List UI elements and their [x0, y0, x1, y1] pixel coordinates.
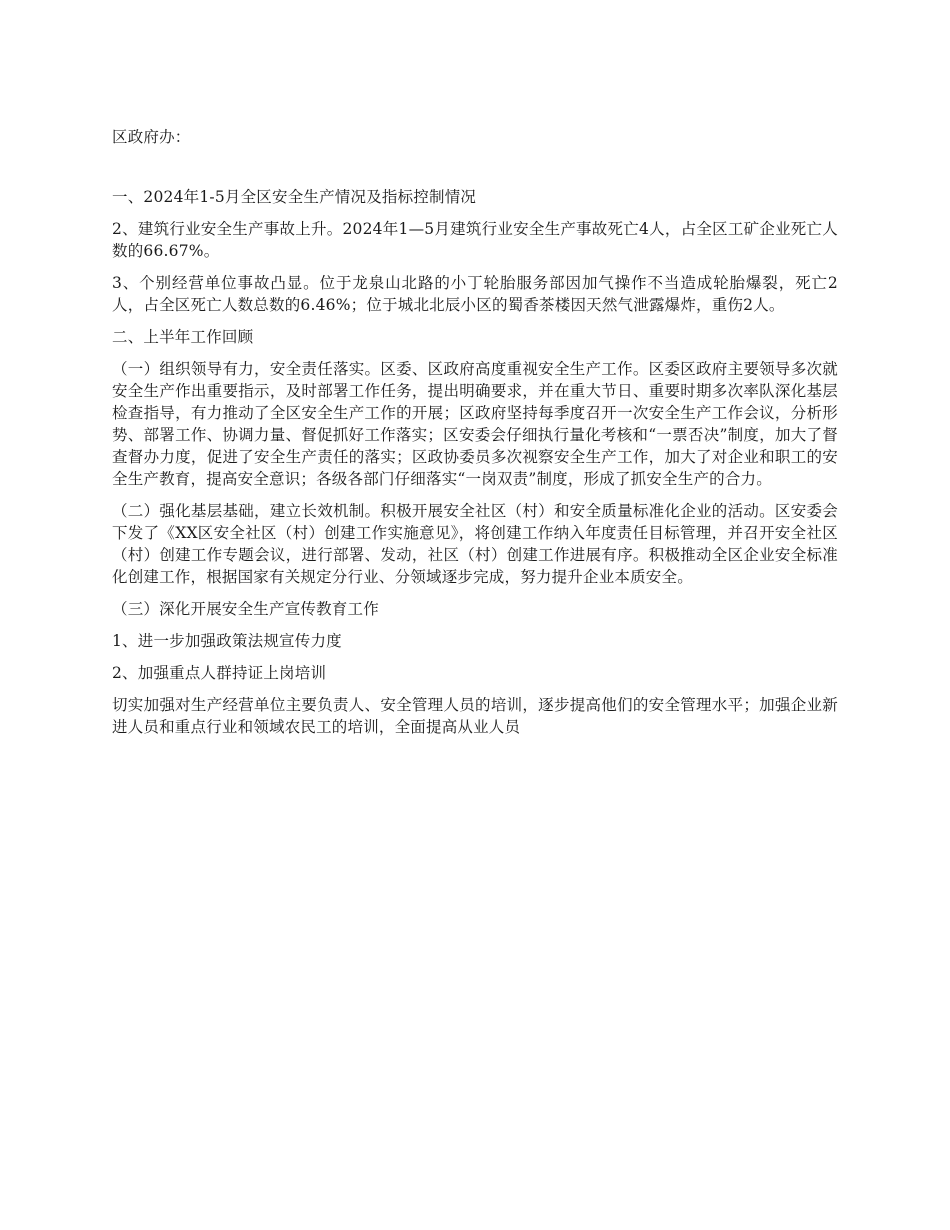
paragraph-leadership: （一）组织领导有力，安全责任落实。区委、区政府高度重视安全生产工作。区委区政府主要领导多次就安全生产作出重要指示，及时部署工作任务，提出明确要求，并在重大节日、重要时期多次率队深化基层检查指导，有力推动了全区安全生产工作的开展；区政府坚持每季度召开一次安全生产工作会议，分析形势、部署工作、协调力量、督促抓好工作落实；区安委会仔细执行量化考核和“一票否决”制度，加大了督查督办力度，促进了安全生产责任的落实；区政协委员多次视察安全生产工作，加大了对企业和职工的安全生产教育，提高安全意识；各级各部门仔细落实“一岗双责”制度，形成了抓安全生产的合力。 — [112, 360, 838, 488]
paragraph-grassroots: （二）强化基层基础，建立长效机制。积极开展安全社区（村）和安全质量标准化企业的活动。区安委会下发了《XX区安全社区（村）创建工作实施意见》，将创建工作纳入年度责任目标管理，并召开安全社区（村）创建工作专题会议，进行部署、发动，社区（村）创建工作进展有序。积极推动全区企业安全标准化创建工作，根据国家有关规定分行业、分领域逐步完成，努力提升企业本质安全。 — [112, 502, 838, 586]
document-body — [112, 126, 838, 748]
section-heading-1: 一、2024年1-5月全区安全生产情况及指标控制情况 — [112, 188, 477, 206]
paragraph-business-accidents: 3、个别经营单位事故凸显。位于龙泉山北路的小丁轮胎服务部因加气操作不当造成轮胎爆裂，死亡2人，占全区死亡人数总数的6.46%；位于城北北辰小区的蜀香茶楼因天然气泄露爆炸，重伤2人。 — [112, 274, 838, 314]
paragraph-training: 切实加强对生产经营单位主要负责人、安全管理人员的培训，逐步提高他们的安全管理水平；加强企业新进人员和重点行业和领域农民工的培训，全面提高从业人员 — [112, 696, 838, 736]
paragraph-construction-accidents: 2、建筑行业安全生产事故上升。2024年1—5月建筑行业安全生产事故死亡4人，占全区工矿企业死亡人数的66.67%。 — [112, 220, 838, 260]
subheading-policy: 1、进一步加强政策法规宣传力度 — [112, 632, 342, 650]
salutation: 区政府办： — [112, 128, 191, 146]
subheading-training: 2、加强重点人群持证上岗培训 — [112, 664, 327, 682]
section-heading-2: 二、上半年工作回顾 — [112, 328, 254, 346]
subheading-education: （三）深化开展安全生产宣传教育工作 — [112, 600, 379, 618]
